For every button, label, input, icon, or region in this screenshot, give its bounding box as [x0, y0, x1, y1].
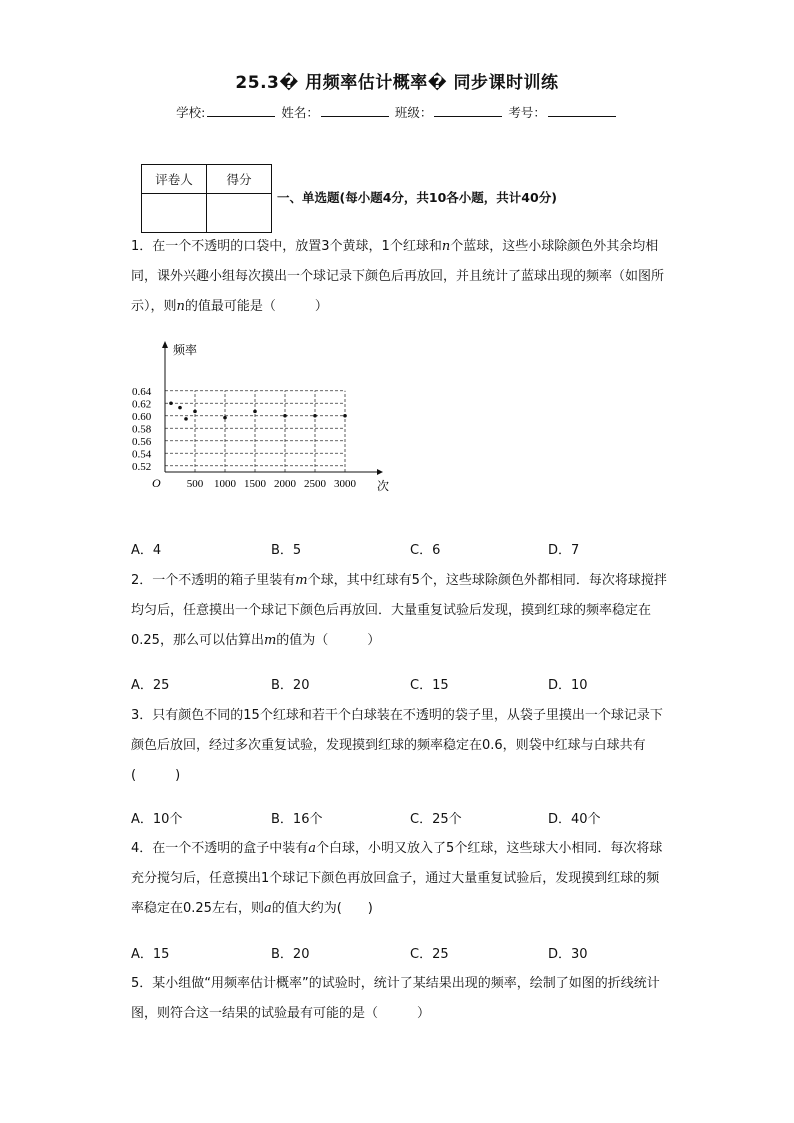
x-tick-label: 1500	[244, 478, 266, 490]
data-point	[313, 414, 317, 418]
name-label: 姓名：	[281, 105, 319, 120]
option-a[interactable]: A．10个	[131, 812, 183, 827]
name-field[interactable]	[321, 104, 389, 117]
option-b[interactable]: B．16个	[271, 812, 323, 827]
option-c[interactable]: C．25	[410, 947, 449, 962]
origin-label: O	[152, 476, 161, 490]
chart-ticks	[132, 342, 389, 493]
score-cell[interactable]	[207, 194, 272, 233]
question-2-options	[131, 674, 691, 694]
data-point	[169, 401, 173, 405]
y-axis-arrow	[162, 341, 168, 348]
x-tick-label: 3000	[334, 478, 356, 490]
x-axis-arrow	[377, 469, 383, 475]
y-tick-label: 0.58	[132, 423, 152, 436]
y-tick-label: 0.54	[132, 448, 152, 461]
x-axis-label: 次	[377, 479, 390, 493]
option-c[interactable]: C．6	[410, 543, 441, 558]
option-c[interactable]: C．15	[410, 678, 449, 693]
chart-points	[169, 401, 347, 420]
exam-no-field[interactable]	[548, 104, 616, 117]
score-header: 得分	[207, 165, 272, 194]
question-1: 1．在一个不透明的口袋中，放置3个黄球，1个红球和n个蓝球，这些小球除颜色外其余均相同，课外兴趣小组每次摸出一个球记录下颜色后再放回，并且统计了蓝球出现的频率（如图所示），则n的值最可能是（ ）	[131, 239, 665, 314]
question-4: 4．在一个不透明的盒子中装有a个白球，小明又放入了5个红球，这些球大小相同．每次将球充分搅匀后，任意摸出1个球记下颜色再放回盒子，通过大量重复试验后，发现摸到红球的频率稳定在0.25左右，则a的值大约为( )	[131, 841, 663, 916]
frequency-chart	[125, 338, 395, 498]
option-b[interactable]: B．5	[271, 543, 302, 558]
grader-table	[141, 164, 272, 233]
question-3-options	[131, 808, 691, 828]
data-point	[178, 406, 182, 410]
data-point	[283, 414, 287, 418]
class-field[interactable]	[434, 104, 502, 117]
y-tick-label: 0.60	[132, 410, 152, 423]
y-axis-label: 频率	[173, 343, 198, 357]
x-tick-label: 1000	[214, 478, 236, 490]
option-b[interactable]: B．20	[271, 678, 310, 693]
y-tick-label: 0.64	[132, 385, 152, 398]
x-tick-label: 2000	[274, 478, 296, 490]
question-2: 2．一个不透明的箱子里装有m个球，其中红球有5个，这些球除颜色外都相同．每次将球搅拌均匀后，任意摸出一个球记下颜色后再放回．大量重复试验后发现，摸到红球的频率稳定在0.25，那么可以估算出m的值为（ ）	[131, 573, 667, 648]
question-4-options	[131, 943, 691, 963]
option-d[interactable]: D．10	[548, 678, 588, 693]
question-1-options	[131, 539, 691, 559]
option-c[interactable]: C．25个	[410, 812, 462, 827]
x-tick-label: 2500	[304, 478, 326, 490]
data-point	[184, 417, 188, 421]
option-b[interactable]: B．20	[271, 947, 310, 962]
option-a[interactable]: A．25	[131, 678, 170, 693]
class-label: 班级：	[394, 105, 433, 120]
data-point	[193, 410, 197, 414]
grader-cell[interactable]	[142, 194, 207, 233]
section-title: 一、单选题(每小题4分，共10各小题，共计40分)	[277, 190, 557, 205]
question-5: 5．某小组做“用频率估计概率”的试验时，统计了某结果出现的频率，绘制了如图的折线统计图，则符合这一结果的试验最有可能的是（ ）	[131, 976, 660, 1021]
chart-grid	[165, 391, 345, 472]
option-d[interactable]: D．40个	[548, 812, 601, 827]
student-info-line	[0, 103, 794, 121]
y-tick-label: 0.52	[132, 460, 152, 473]
option-d[interactable]: D．7	[548, 543, 580, 558]
data-point	[253, 410, 257, 414]
school-field[interactable]	[207, 104, 275, 117]
data-point	[343, 414, 347, 418]
option-a[interactable]: A．15	[131, 947, 170, 962]
school-label: 学校:	[176, 105, 206, 120]
option-d[interactable]: D．30	[548, 947, 588, 962]
y-tick-label: 0.62	[132, 398, 152, 411]
grader-header: 评卷人	[142, 165, 207, 194]
question-3: 3．只有颜色不同的15个红球和若干个白球装在不透明的袋子里，从袋子里摸出一个球记录下颜色后放回，经过多次重复试验，发现摸到红球的频率稳定在0.6，则袋中红球与白球共有( )	[131, 708, 663, 783]
data-point	[223, 416, 227, 420]
page-title: 25.3� 用频率估计概率� 同步课时训练	[235, 73, 559, 93]
exam-no-label: 考号：	[508, 105, 546, 120]
x-tick-label: 500	[186, 478, 204, 490]
y-tick-label: 0.56	[132, 435, 152, 448]
option-a[interactable]: A．4	[131, 543, 162, 558]
